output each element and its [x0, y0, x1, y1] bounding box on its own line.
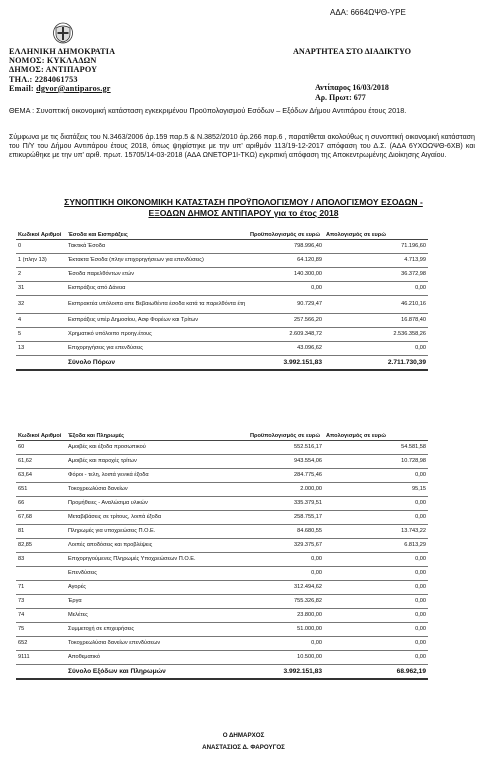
- row-budget: 10.500,00: [248, 650, 324, 664]
- row-actual: 0,00: [324, 608, 428, 622]
- row-budget: 755.326,82: [248, 594, 324, 608]
- row-actual: 16.878,40: [324, 313, 428, 327]
- col-code-header: Κωδικοί Αριθμοί: [16, 433, 66, 440]
- body-paragraph: Σύμφωνα με τις διατάξεις του Ν.3463/2006 άρ.159 παρ.5 & Ν.3852/2010 άρ.266 παρ.6 , παρατίθεται ακολούθως η συνοπτική οικονομική κατάσταση του Π/Υ του Δήμου Αντιπάρου έτους 2018, όπως ψηφίστηκε με την υπ' αριθμόν 113/19-12-2017 απόφαση του Δ.Σ. (ΑΔΑ 6ΥΧΟΩΨΘ-6ΧΒ) και επικυρώθηκε με την υπ' αριθ. πρωτ. 15705/14-03-2018 (ΑΔΑ ΩΝΕΤΟΡ1Ι-ΤΚΩ) εγκριτική απόφαση της Αποκεντρωμένης Διοίκησης Αιγαίου.: [9, 133, 475, 159]
- row-budget: 43.096,62: [248, 341, 324, 355]
- row-budget: 64.120,89: [248, 253, 324, 267]
- total-budget: 3.992.151,83: [248, 664, 324, 679]
- row-code: 81: [16, 524, 66, 538]
- row-code: 13: [16, 341, 66, 355]
- row-budget: 552.516,17: [248, 440, 324, 454]
- row-actual: 0,00: [324, 496, 428, 510]
- table-row: [16, 580, 428, 594]
- table-row: [16, 650, 428, 664]
- total-actual: 2.711.730,39: [324, 355, 428, 370]
- row-actual: 0,00: [324, 594, 428, 608]
- row-actual: 0,00: [324, 468, 428, 482]
- row-budget: 257.566,20: [248, 313, 324, 327]
- table-row: [16, 524, 428, 538]
- row-desc: Έκτακτα Έσοδα (πλην επιχορηγήσεων για επενδύσεις): [66, 253, 248, 267]
- row-code: 31: [16, 281, 66, 295]
- row-budget: 312.494,62: [248, 580, 324, 594]
- table-row: [16, 468, 428, 482]
- row-actual: 6.813,29: [324, 538, 428, 552]
- total-label: Σύνολο Πόρων: [66, 355, 248, 370]
- row-code: 63,64: [16, 468, 66, 482]
- document-date: Αντίπαρος 16/03/2018: [315, 83, 389, 92]
- row-desc: Συμμετοχή σε επιχειρήσεις: [66, 622, 248, 636]
- table-row: [16, 295, 428, 313]
- row-code: 652: [16, 636, 66, 650]
- row-desc: Τοκοχρεωλύσια δανείων επενδύσεων: [66, 636, 248, 650]
- row-budget: 90.729,47: [248, 295, 324, 313]
- row-budget: 943.554,06: [248, 454, 324, 468]
- row-desc: Πληρωμές για υποχρεώσεις Π.Ο.Ε.: [66, 524, 248, 538]
- col-desc-header: Έσοδα και Εισπράξεις: [66, 232, 248, 239]
- row-desc: Τοκοχρεωλύσια δανείων: [66, 482, 248, 496]
- row-actual: 13.743,22: [324, 524, 428, 538]
- row-desc: Έργα: [66, 594, 248, 608]
- table-row: [16, 281, 428, 295]
- row-code: 74: [16, 608, 66, 622]
- sender-block: [9, 47, 115, 93]
- row-budget: 0,00: [248, 566, 324, 580]
- table-row: [16, 594, 428, 608]
- row-code: 66: [16, 496, 66, 510]
- row-budget: 0,00: [248, 552, 324, 566]
- row-desc: Φόροι - τελη, λοιπά γενικά έξοδα: [66, 468, 248, 482]
- row-actual: 0,00: [324, 341, 428, 355]
- row-actual: 0,00: [324, 552, 428, 566]
- row-actual: 0,00: [324, 650, 428, 664]
- row-actual: 0,00: [324, 566, 428, 580]
- row-actual: 0,00: [324, 281, 428, 295]
- row-actual: 46.210,16: [324, 295, 428, 313]
- table-row: [16, 538, 428, 552]
- row-code: 67,68: [16, 510, 66, 524]
- row-budget: 0,00: [248, 636, 324, 650]
- publish-note: ΑΝΑΡΤΗΤΕΑ ΣΤΟ ΔΙΑΔΙΚΤΥΟ: [293, 47, 411, 56]
- main-title-line1: ΣΥΝΟΠΤΙΚΗ ΟΙΚΟΝΟΜΙΚΗ ΚΑΤΑΣΤΑΣΗ ΠΡΟΫΠΟΛΟΓΙΣΜΟΥ / ΑΠΟΛΟΓΙΣΜΟΥ ΕΣΟΔΩΝ -: [64, 197, 423, 207]
- row-actual: 10.728,98: [324, 454, 428, 468]
- row-code: 83: [16, 552, 66, 566]
- table-row: [16, 327, 428, 341]
- total-actual: 68.962,19: [324, 664, 428, 679]
- table-row: [16, 454, 428, 468]
- row-code: 75: [16, 622, 66, 636]
- table-row: [16, 608, 428, 622]
- row-desc: Αγορές: [66, 580, 248, 594]
- col-budget-header: Προϋπολογισμός σε ευρώ: [248, 433, 324, 440]
- row-code: 73: [16, 594, 66, 608]
- table-row: [16, 267, 428, 281]
- republic-label: ΕΛΛΗΝΙΚΗ ΔΗΜΟΚΡΑΤΙΑ: [9, 47, 116, 56]
- expenses-table: [16, 433, 428, 680]
- row-budget: 51.000,00: [248, 622, 324, 636]
- municipality-label: ΔΗΜΟΣ: ΑΝΤΙΠΑΡΟΥ: [9, 65, 98, 75]
- row-budget: 23.800,00: [248, 608, 324, 622]
- col-actual-header: Απολογισμός σε ευρώ: [324, 232, 428, 239]
- row-code: [16, 566, 66, 580]
- row-actual: 36.372,98: [324, 267, 428, 281]
- table-row: [16, 636, 428, 650]
- main-title-line2: ΕΞΟΔΩΝ ΔΗΜΟΣ ΑΝΤΙΠΑΡΟΥ για το έτος 2018: [148, 208, 339, 218]
- row-code: 651: [16, 482, 66, 496]
- row-code: 60: [16, 440, 66, 454]
- table-row: [16, 440, 428, 454]
- row-budget: 140.300,00: [248, 267, 324, 281]
- row-budget: 258.755,17: [248, 510, 324, 524]
- row-desc: Αμοιβές και παροχές τρίτων: [66, 454, 248, 468]
- row-desc: Χρηματικό υπόλοιπο προηγ.έτους: [66, 327, 248, 341]
- row-actual: 2.536.358,26: [324, 327, 428, 341]
- row-desc: Εισπράξεις υπέρ Δημοσίου, Ασφ Φορέων και Τρίτων: [66, 313, 248, 327]
- expenses-header-row: [16, 433, 428, 440]
- row-actual: 71.196,60: [324, 239, 428, 253]
- row-actual: 95,15: [324, 482, 428, 496]
- signature-role: Ο ΔΗΜΑΡΧΟΣ: [222, 732, 265, 739]
- row-desc: Λοιπές αποδόσεις και προβλέψεις: [66, 538, 248, 552]
- date-protocol-block: [315, 83, 389, 103]
- total-budget: 3.992.151,83: [248, 355, 324, 370]
- table-row: [16, 253, 428, 267]
- row-desc: Προμήθειες - Αναλώσιμα υλικών: [66, 496, 248, 510]
- row-code: 9111: [16, 650, 66, 664]
- table-row: [16, 566, 428, 580]
- protocol-number: Αρ. Πρωτ: 677: [315, 93, 366, 102]
- row-desc: Αποθεματικό: [66, 650, 248, 664]
- row-desc: Τακτικά Έσοδα: [66, 239, 248, 253]
- row-desc: Έσοδα παρελθόντων ετών: [66, 267, 248, 281]
- row-actual: 0,00: [324, 636, 428, 650]
- row-budget: 84.680,55: [248, 524, 324, 538]
- row-budget: 335.379,51: [248, 496, 324, 510]
- row-desc: Εισπράξεις από Δάνεια: [66, 281, 248, 295]
- table-row: [16, 510, 428, 524]
- prefecture-label: ΝΟΜΟΣ: ΚΥΚΛΑΔΩΝ: [9, 56, 97, 66]
- revenue-table: [16, 232, 428, 371]
- phone-label: ΤΗΛ.: 2284061753: [9, 74, 78, 84]
- row-code: 71: [16, 580, 66, 594]
- table-row: [16, 239, 428, 253]
- expenses-total-row: [16, 664, 428, 679]
- col-budget-header: Προϋπολογισμός σε ευρώ: [248, 232, 324, 239]
- row-code: 1 (πλην 13): [16, 253, 66, 267]
- col-desc-header: Έξοδα και Πληρωμές: [66, 433, 248, 440]
- row-budget: 2.609.348,72: [248, 327, 324, 341]
- row-code: 4: [16, 313, 66, 327]
- table-row: [16, 482, 428, 496]
- table-row: [16, 552, 428, 566]
- row-desc: Εισπρακτέα υπόλοιπα απε Βεβαιωθέντα έσοδα κατά τα παρελθόντα έτη: [66, 295, 248, 313]
- row-actual: 0,00: [324, 622, 428, 636]
- row-budget: 329.375,67: [248, 538, 324, 552]
- row-budget: 284.775,46: [248, 468, 324, 482]
- total-label: Σύνολο Εξόδων και Πληρωμών: [66, 664, 248, 679]
- revenue-total-row: [16, 355, 428, 370]
- ada-code: ΑΔΑ: 6664ΩΨΘ-ΥΡΕ: [330, 8, 406, 17]
- signature-name: ΑΝΑΣΤΑΣΙΟΣ Δ. ΦΑΡΟΥΓΟΣ: [202, 744, 285, 751]
- table-row: [16, 313, 428, 327]
- row-budget: 2.000,00: [248, 482, 324, 496]
- col-code-header: Κωδικοί Αριθμοί: [16, 232, 66, 239]
- email-row: [9, 84, 115, 93]
- table-row: [16, 341, 428, 355]
- row-actual: 0,00: [324, 510, 428, 524]
- row-actual: 54.581,58: [324, 440, 428, 454]
- row-budget: 798.996,40: [248, 239, 324, 253]
- row-desc: Επενδύσεις: [66, 566, 248, 580]
- row-code: 61,62: [16, 454, 66, 468]
- row-desc: Μελέτες: [66, 608, 248, 622]
- email-label: Email:: [9, 83, 37, 93]
- row-code: 32: [16, 295, 66, 313]
- row-desc: Αμοιβές και έξοδα προσωπικού: [66, 440, 248, 454]
- greek-emblem-icon: [52, 22, 74, 44]
- table-row: [16, 496, 428, 510]
- revenue-header-row: [16, 232, 428, 239]
- row-code: 0: [16, 239, 66, 253]
- row-desc: Επιχορηγούμενες Πληρωμές Υποχρεώσεων Π.Ο.Ε.: [66, 552, 248, 566]
- row-code: 82,85: [16, 538, 66, 552]
- row-code: 5: [16, 327, 66, 341]
- row-code: 2: [16, 267, 66, 281]
- row-budget: 0,00: [248, 281, 324, 295]
- subject-line: ΘΕΜΑ : Συνοπτική οικονομική κατάσταση εγκεκριμένου Προϋπολογισμού Εσόδων – Εξόδων Δήμου Αντιπάρου έτους 2018.: [9, 106, 407, 115]
- row-actual: 0,00: [324, 580, 428, 594]
- row-desc: Επιχορηγήσεις για επενδύσεις: [66, 341, 248, 355]
- email-link[interactable]: dgvor@antiparos.gr: [36, 83, 111, 93]
- row-desc: Μεταβιβάσεις σε τρίτους, λοιπά έξοδα: [66, 510, 248, 524]
- table-row: [16, 622, 428, 636]
- col-actual-header: Απολογισμός σε ευρώ: [324, 433, 428, 440]
- row-actual: 4.713,99: [324, 253, 428, 267]
